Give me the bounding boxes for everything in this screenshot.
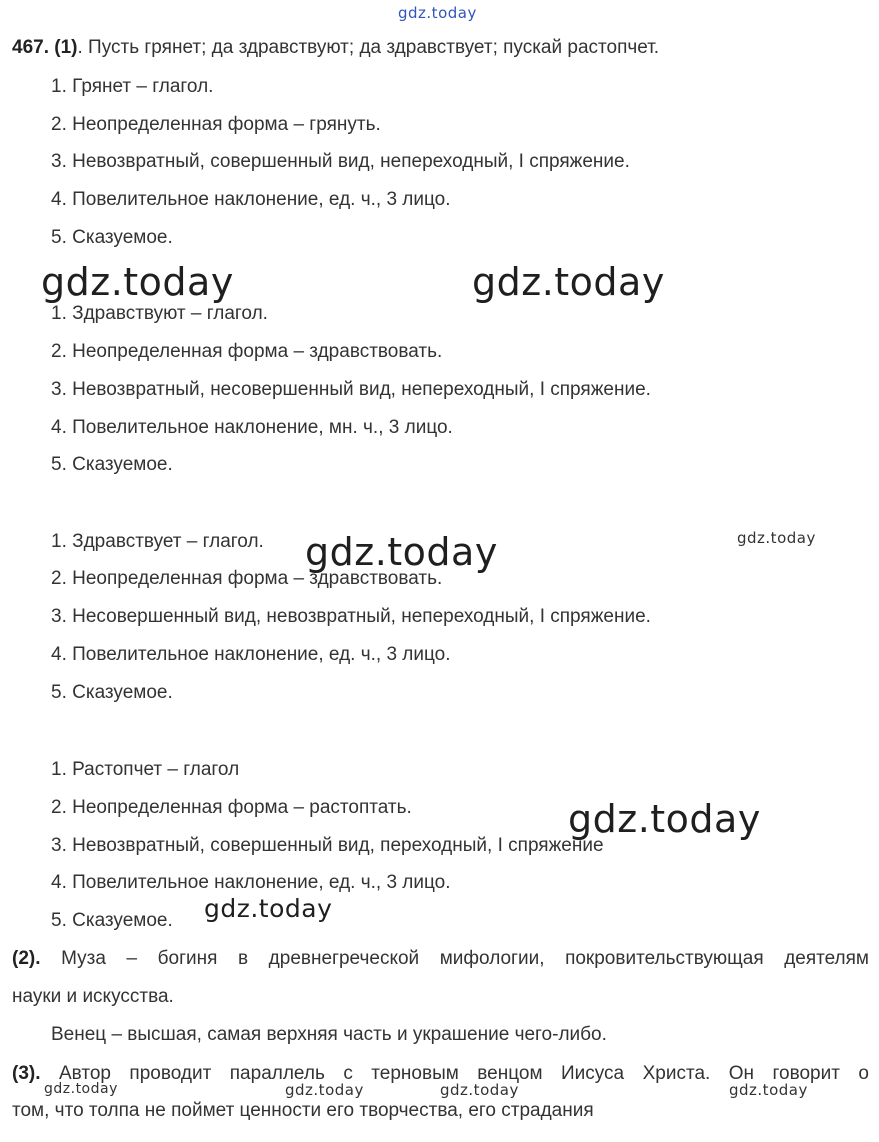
part-label-2: (2). xyxy=(12,948,41,969)
group-4-item-1: 1. Растопчет – глагол xyxy=(51,759,240,780)
group-3-item-2: 2. Неопределенная форма – здравствовать. xyxy=(51,568,443,589)
group-1-item-1: 1. Грянет – глагол. xyxy=(51,76,214,97)
group-1-item-2: 2. Неопределенная форма – грянуть. xyxy=(51,114,381,135)
group-3-item-4: 4. Повелительное наклонение, ед. ч., 3 лицо. xyxy=(51,644,451,665)
group-4-item-5: 5. Сказуемое. xyxy=(51,910,173,931)
watermark-large-2: gdz.today xyxy=(472,260,665,304)
part-3-text-1: Автор проводит параллель с терновым венцом Иисуса Христа. Он говорит о xyxy=(40,1063,869,1084)
group-3-item-1: 1. Здравствует – глагол. xyxy=(51,531,264,552)
group-1-item-3: 3. Невозвратный, совершенный вид, непереходный, I спряжение. xyxy=(51,151,630,172)
exercise-number: 467. xyxy=(12,37,49,58)
part-2-line-2: науки и искусства. xyxy=(12,986,174,1007)
part-label-1: (1) xyxy=(54,37,78,58)
watermark-small-2: gdz.today xyxy=(285,1081,364,1099)
group-2-item-1: 1. Здравствуют – глагол. xyxy=(51,303,268,324)
group-4-item-2: 2. Неопределенная форма – растоптать. xyxy=(51,797,412,818)
part-2-line-1 xyxy=(12,947,869,971)
group-2-item-5: 5. Сказуемое. xyxy=(51,454,173,475)
group-2-item-3: 3. Невозвратный, несовершенный вид, непереходный, I спряжение. xyxy=(51,379,651,400)
watermark-medium-1: gdz.today xyxy=(204,894,333,923)
group-4-item-4: 4. Повелительное наклонение, ед. ч., 3 лицо. xyxy=(51,872,451,893)
watermark-large-4: gdz.today xyxy=(568,797,761,841)
group-1-item-5: 5. Сказуемое. xyxy=(51,227,173,248)
part-label-3: (3). xyxy=(12,1063,41,1084)
watermark-small-3: gdz.today xyxy=(440,1081,519,1099)
group-2-item-4: 4. Повелительное наклонение, мн. ч., 3 лицо. xyxy=(51,417,453,438)
watermark-top: gdz.today xyxy=(398,4,477,22)
group-4-item-3: 3. Невозвратный, совершенный вид, переходный, I спряжение xyxy=(51,835,604,856)
group-3-item-3: 3. Несовершенный вид, невозвратный, непереходный, I спряжение. xyxy=(51,606,651,627)
part-2-text-1: Муза – богиня в древнегреческой мифологии, покровительствующая деятелям xyxy=(40,948,869,969)
watermark-tiny-1: gdz.today xyxy=(44,1081,118,1097)
group-1-item-4: 4. Повелительное наклонение, ед. ч., 3 лицо. xyxy=(51,189,451,210)
watermark-large-1: gdz.today xyxy=(41,260,234,304)
group-3-item-5: 5. Сказуемое. xyxy=(51,682,173,703)
watermark-small-1: gdz.today xyxy=(737,529,816,547)
watermark-small-4: gdz.today xyxy=(729,1081,808,1099)
exercise-header xyxy=(12,36,659,60)
part-3-line-2: том, что толпа не поймет ценности его творчества, его страдания xyxy=(12,1100,594,1121)
group-2-item-2: 2. Неопределенная форма – здравствовать. xyxy=(51,341,443,362)
exercise-sentence: . Пусть грянет; да здравствуют; да здравствует; пускай растопчет. xyxy=(77,37,660,58)
watermark-large-3: gdz.today xyxy=(305,530,498,574)
part-2-line-3: Венец – высшая, самая верхняя часть и украшение чего-либо. xyxy=(51,1024,607,1045)
